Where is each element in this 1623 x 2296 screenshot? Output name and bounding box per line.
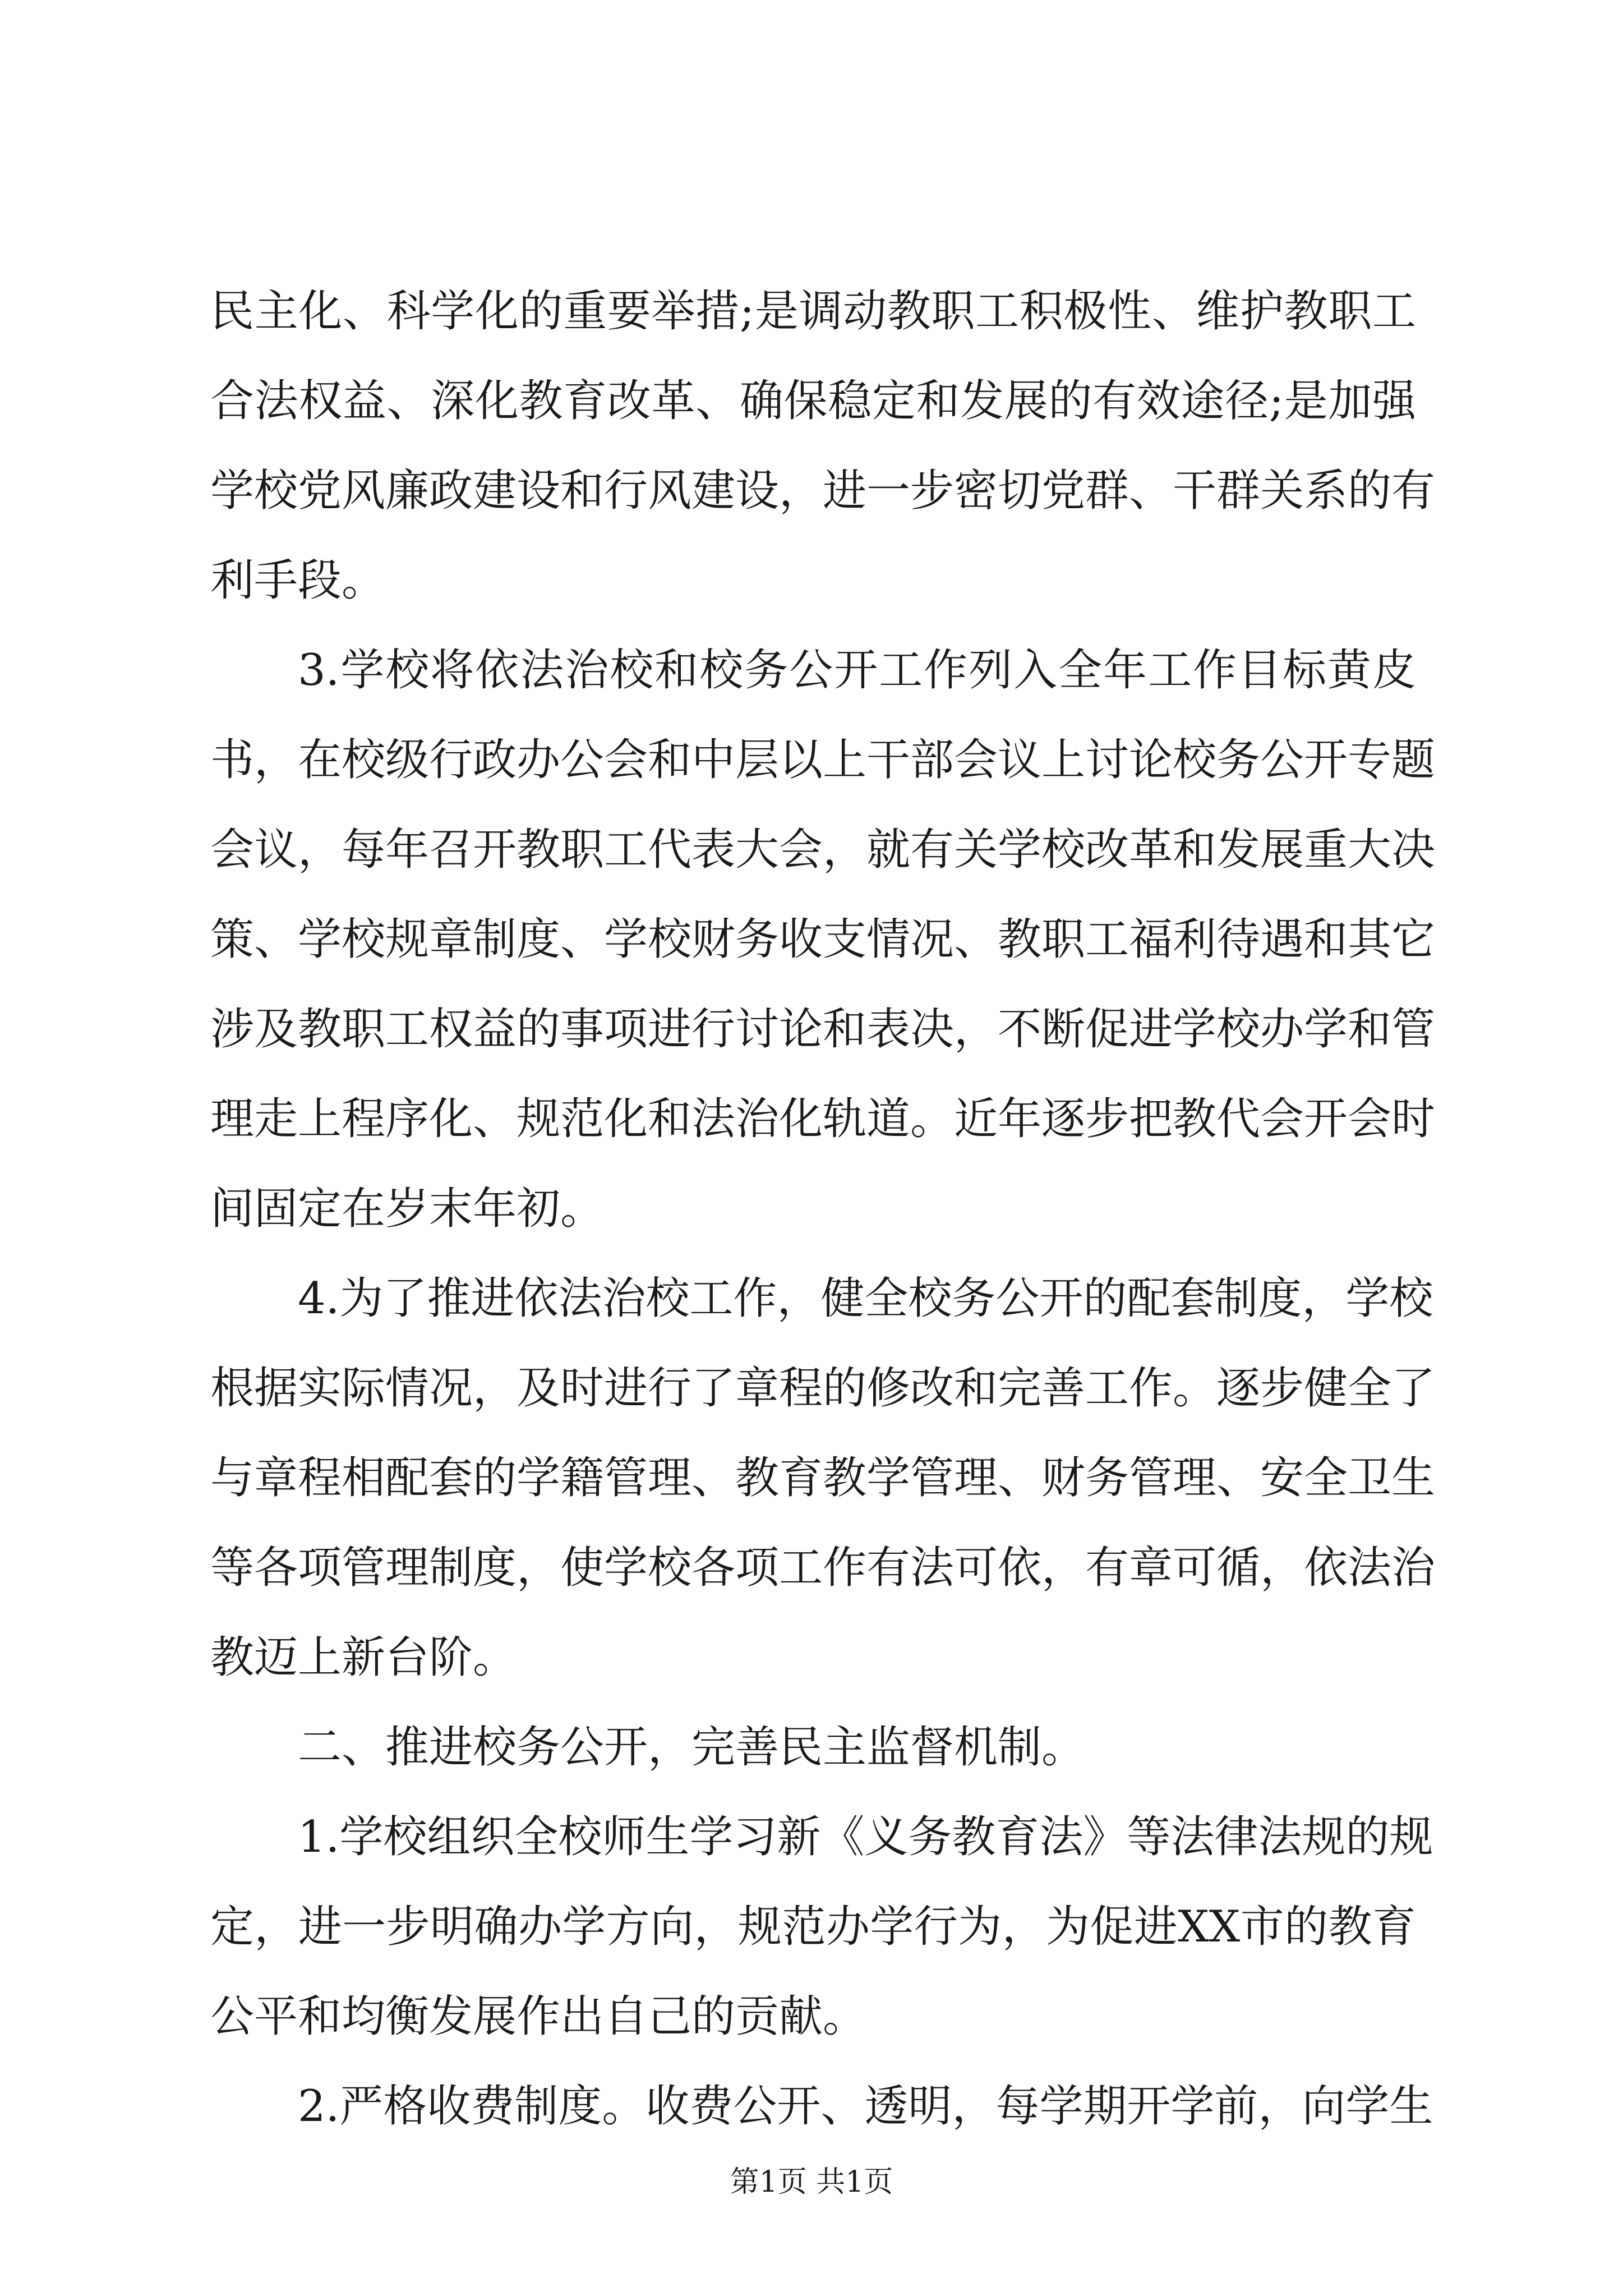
- document-body: [210, 266, 1436, 2151]
- text-line: 4.为了推进依法治校工作，健全校务公开的配套制度，学校: [298, 1273, 1433, 1324]
- text-line: 民主化、科学化的重要举措;是调动教职工积极性、维护教职工: [210, 286, 1416, 337]
- text-line: 教迈上新台阶。: [210, 1632, 517, 1683]
- text-line: 利手段。: [210, 555, 386, 606]
- text-line: 与章程相配套的学籍管理、教育教学管理、财务管理、安全卫生: [210, 1453, 1436, 1503]
- text-line: 2.严格收费制度。收费公开、透明，每学期开学前，向学生: [298, 2081, 1433, 2132]
- paragraph: [210, 266, 1436, 625]
- section-heading: [210, 1703, 1416, 1792]
- text-line: 间固定在岁末年初。: [210, 1184, 605, 1234]
- text-line: 3.学校将依法治校和校务公开工作列入全年工作目标黄皮: [298, 645, 1416, 696]
- text-line: 涉及教职工权益的事项进行讨论和表决，不断促进学校办学和管: [210, 1004, 1436, 1055]
- text-line: 根据实际情况，及时进行了章程的修改和完善工作。逐步健全了: [210, 1363, 1436, 1414]
- paragraph: [210, 625, 1436, 1254]
- text-line: 合法权益、深化教育改革、确保稳定和发展的有效途径;是加强: [210, 376, 1416, 426]
- text-line: 等各项管理制度，使学校各项工作有法可依，有章可循，依法治: [210, 1543, 1436, 1593]
- page-footer: [0, 2162, 1623, 2202]
- text-line: 策、学校规章制度、学校财务收支情况、教职工福利待遇和其它: [210, 914, 1436, 965]
- paragraph: [210, 2062, 1433, 2151]
- text-line: 1.学校组织全校师生学习新《义务教育法》等法律法规的规: [298, 1812, 1433, 1862]
- text-line: 理走上程序化、规范化和法治化轨道。近年逐步把教代会开会时: [210, 1094, 1436, 1144]
- text-line: 书，在校级行政办公会和中层以上干部会议上讨论校务公开专题: [210, 735, 1436, 785]
- text-line: 学校党风廉政建设和行风建设，进一步密切党群、干群关系的有: [210, 466, 1436, 516]
- paragraph: [210, 1254, 1436, 1703]
- page-number-label: 第1页 共1页: [730, 2165, 893, 2199]
- text-line: 公平和均衡发展作出自己的贡献。: [210, 1991, 867, 2042]
- paragraph: [210, 1792, 1433, 2062]
- text-line: 定，进一步明确办学方向，规范办学行为，为促进XX市的教育: [210, 1902, 1416, 1952]
- text-line: 会议，每年召开教职工代表大会，就有关学校改革和发展重大决: [210, 825, 1436, 875]
- text-line: 二、推进校务公开，完善民主监督机制。: [298, 1722, 1086, 1773]
